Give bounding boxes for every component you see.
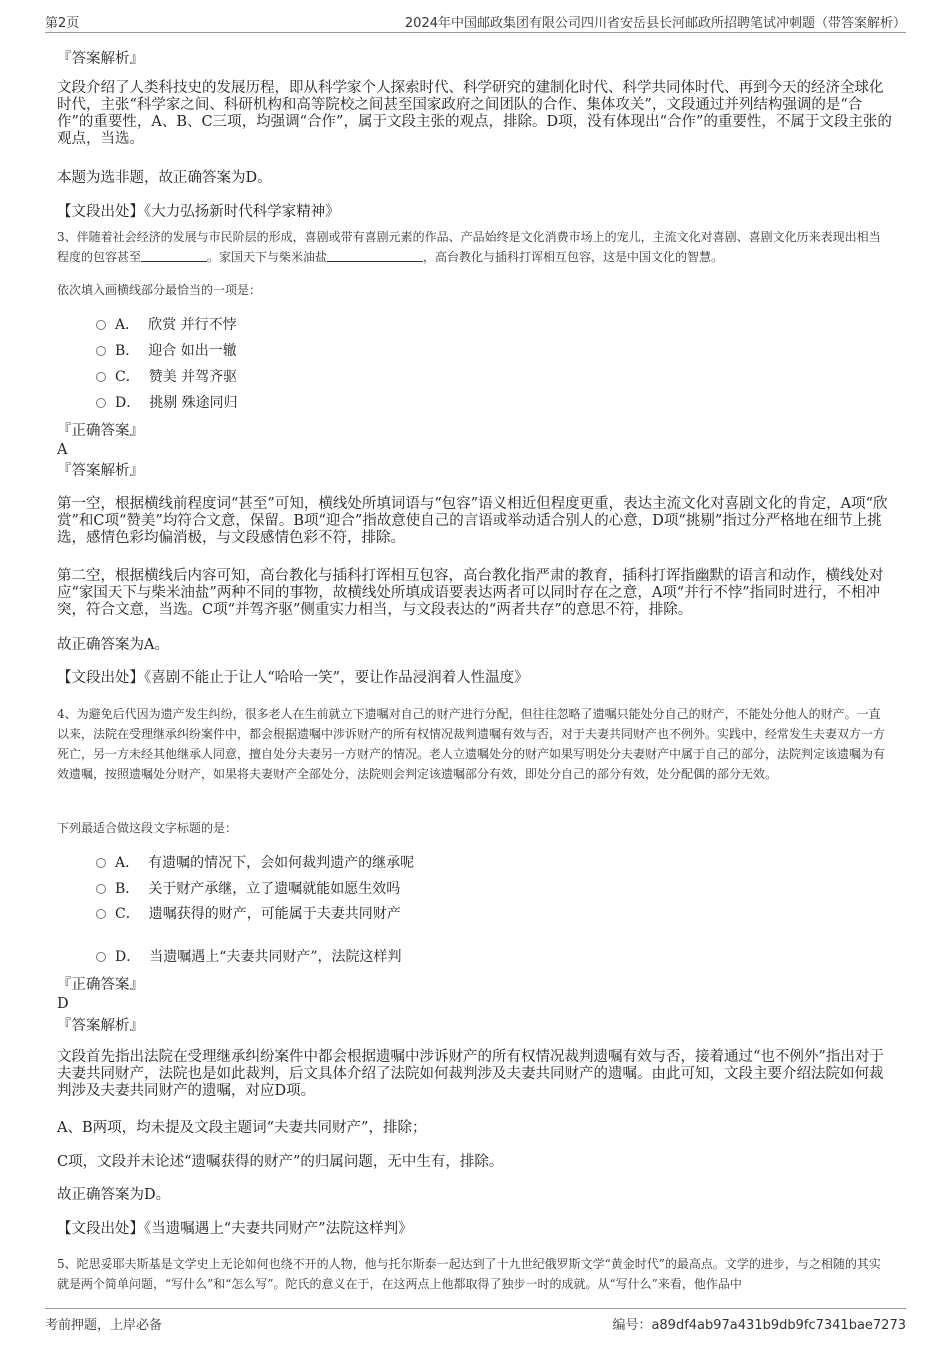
q3-option-b[interactable]: B． 迎合 如出一辙 [96,342,237,360]
q3-option-d[interactable]: D． 挑剔 殊途同归 [96,394,238,412]
q3-blank-2 [327,249,423,262]
radio-icon[interactable] [96,952,106,962]
q4-conclusion: 故正确答案为D。 [57,1187,171,1203]
correct-answer-label: 『正确答案』 [57,423,144,439]
page-footer [45,1308,906,1331]
q4-answer: D [57,996,69,1012]
q3-option-a[interactable]: A． 欣赏 并行不悖 [96,316,237,334]
q4-option-d[interactable]: D． 当遗嘱遇上“夫妻共同财产”，法院这样判 [96,948,402,966]
q4-analysis-3: C项，文段并未论述“遗嘱获得的财产”的归属问题，无中生有，排除。 [57,1154,504,1170]
page-header [45,10,906,33]
q2-analysis: 文段介绍了人类科技史的发展历程，即从科学家个人探索时代、科学研究的建制化时代、科学共同体时代、再到今天的经济全球化时代，主张“科学家之间、科研机构和高等院校之间甚至国家政府之间团队的合作、集体攻关”，文段通过并列结构强调的是“合作”的重要性，A、B、C三项，均强调“合作”，属于文段主张的观点，排除。D项，没有体现出“合作”的重要性，不属于文段主张的观点，当选。 [57,80,892,147]
q4-option-a[interactable]: A． 有遗嘱的情况下，会如何裁判遗产的继承呢 [96,854,414,872]
radio-icon[interactable] [96,346,106,356]
q4-source: 【文段出处】《当遗嘱遇上“夫妻共同财产”法院这样判》 [57,1221,413,1237]
page-number: 第2页 [45,16,80,31]
q4-stem: 4、为避免后代因为遗产发生纠纷，很多老人在生前就立下遗嘱对自己的财产进行分配，但往往忽略了遗嘱只能处分自己的财产，不能处分他人的财产。一直以来，法院在受理继承纠纷案件中，都会根据遗嘱中涉诉财产的所有权情况裁判遗嘱有效与否，对于夫妻共同财产也不例外。实践中，经常发生夫妻双方一方死亡，另一方未经其他继承人同意，擅自处分夫妻另一方财产的情况。老人立遗嘱处分的财产如果写明处分夫妻财产中属于自己的部分，法院判定该遗嘱为有效遗嘱，按照遗嘱处分财产，如果将夫妻财产全部处分，法院则会判定该遗嘱部分有效，即处分自己的部分有效，处分配偶的部分无效。 [57,707,886,781]
q4-analysis-1: 文段首先指出法院在受理继承纠纷案件中都会根据遗嘱中涉诉财产的所有权情况裁判遗嘱有效与否，接着通过“也不例外”指出对于夫妻共同财产，法院也是如此裁判，后文具体介绍了法院如何裁判涉及夫妻共同财产的遗嘱。由此可知，文段主要介绍法院如何裁判涉及夫妻共同财产的遗嘱，对应D项。 [57,1049,884,1099]
q4-option-b[interactable]: B． 关于财产承继，立了遗嘱就能如愿生效吗 [96,880,400,898]
radio-icon[interactable] [96,884,106,894]
analysis-label: 『答案解析』 [57,1018,144,1034]
q3-analysis-1: 第一空，根据横线前程度词“甚至”可知，横线处所填词语与“包容”语义相近但程度更重，表达主流文化对喜剧文化的肯定，A项“欣赏”和C项“赞美”均符合文意，保留。B项“迎合”指故意使自己的言语或举动适合别人的心意，D项“挑剔”指过分严格地在细节上挑选，感情色彩均偏消极，与文段感情色彩不符，排除。 [57,496,888,546]
q2-source: 【文段出处】《大力弘扬新时代科学家精神》 [57,204,340,220]
analysis-label: 『答案解析』 [57,51,144,67]
document-id: 编号：a89df4ab97a431b9db9fc7341bae7273 [612,1318,906,1333]
q3-answer: A [57,442,68,458]
footer-slogan: 考前押题，上岸必备 [45,1318,163,1333]
analysis-label: 『答案解析』 [57,463,144,479]
q3-blank-1 [141,249,207,262]
q3-source: 【文段出处】《喜剧不能止于让人“哈哈一笑”，要让作品浸润着人性温度》 [57,670,529,686]
radio-icon[interactable] [96,372,106,382]
radio-icon[interactable] [96,398,106,408]
document-title: 2024年中国邮政集团有限公司四川省安岳县长河邮政所招聘笔试冲刺题（带答案解析） [404,16,906,31]
q2-conclusion: 本题为选非题，故正确答案为D。 [57,170,272,186]
q3-stem: 3、伴随着社会经济的发展与市民阶层的形成，喜剧或带有喜剧元素的作品、产品始终是文化消费市场上的宠儿，主流文化对喜剧、喜剧文化历来表现出相当程度的包容甚至 。家国天下与柴米油盐 ，高台教化与插科打诨相互包容，这是中国文化的智慧。 [57,230,881,264]
radio-icon[interactable] [96,320,106,330]
q4-prompt: 下列最适合做这段文字标题的是： [57,821,238,835]
q3-option-c[interactable]: C． 赞美 并驾齐驱 [96,368,237,386]
q4-option-c[interactable]: C． 遗嘱获得的财产，可能属于夫妻共同财产 [96,905,401,923]
q4-analysis-2: A、B两项，均未提及文段主题词“夫妻共同财产”，排除； [57,1120,427,1136]
correct-answer-label: 『正确答案』 [57,977,144,993]
q3-analysis-2: 第二空，根据横线后内容可知，高台教化与插科打诨相互包容，高台教化指严肃的教育，插科打诨指幽默的语言和动作，横线处对应“家国天下与柴米油盐”两种不同的事物，故横线处所填成语要表达两者可以同时存在之意，A项“并行不悖”指同时进行，不相冲突，符合文意，当选。C项“并驾齐驱”侧重实力相当，与文段表达的“两者共存”的意思不符，排除。 [57,568,884,618]
q3-prompt: 依次填入画横线部分最恰当的一项是： [57,283,262,297]
radio-icon[interactable] [96,858,106,868]
radio-icon[interactable] [96,909,106,919]
q5-stem: 5、陀思妥耶夫斯基是文学史上无论如何也绕不开的人物，他与托尔斯泰一起达到了十九世纪俄罗斯文学“黄金时代”的最高点。文学的进步，与之相随的其实就是两个简单问题，“写什么”和“怎么写”。陀氏的意义在于，在这两点上他都取得了独步一时的成就。从“写什么”来看，他作品中 [57,1257,881,1291]
q3-conclusion: 故正确答案为A。 [57,637,169,653]
